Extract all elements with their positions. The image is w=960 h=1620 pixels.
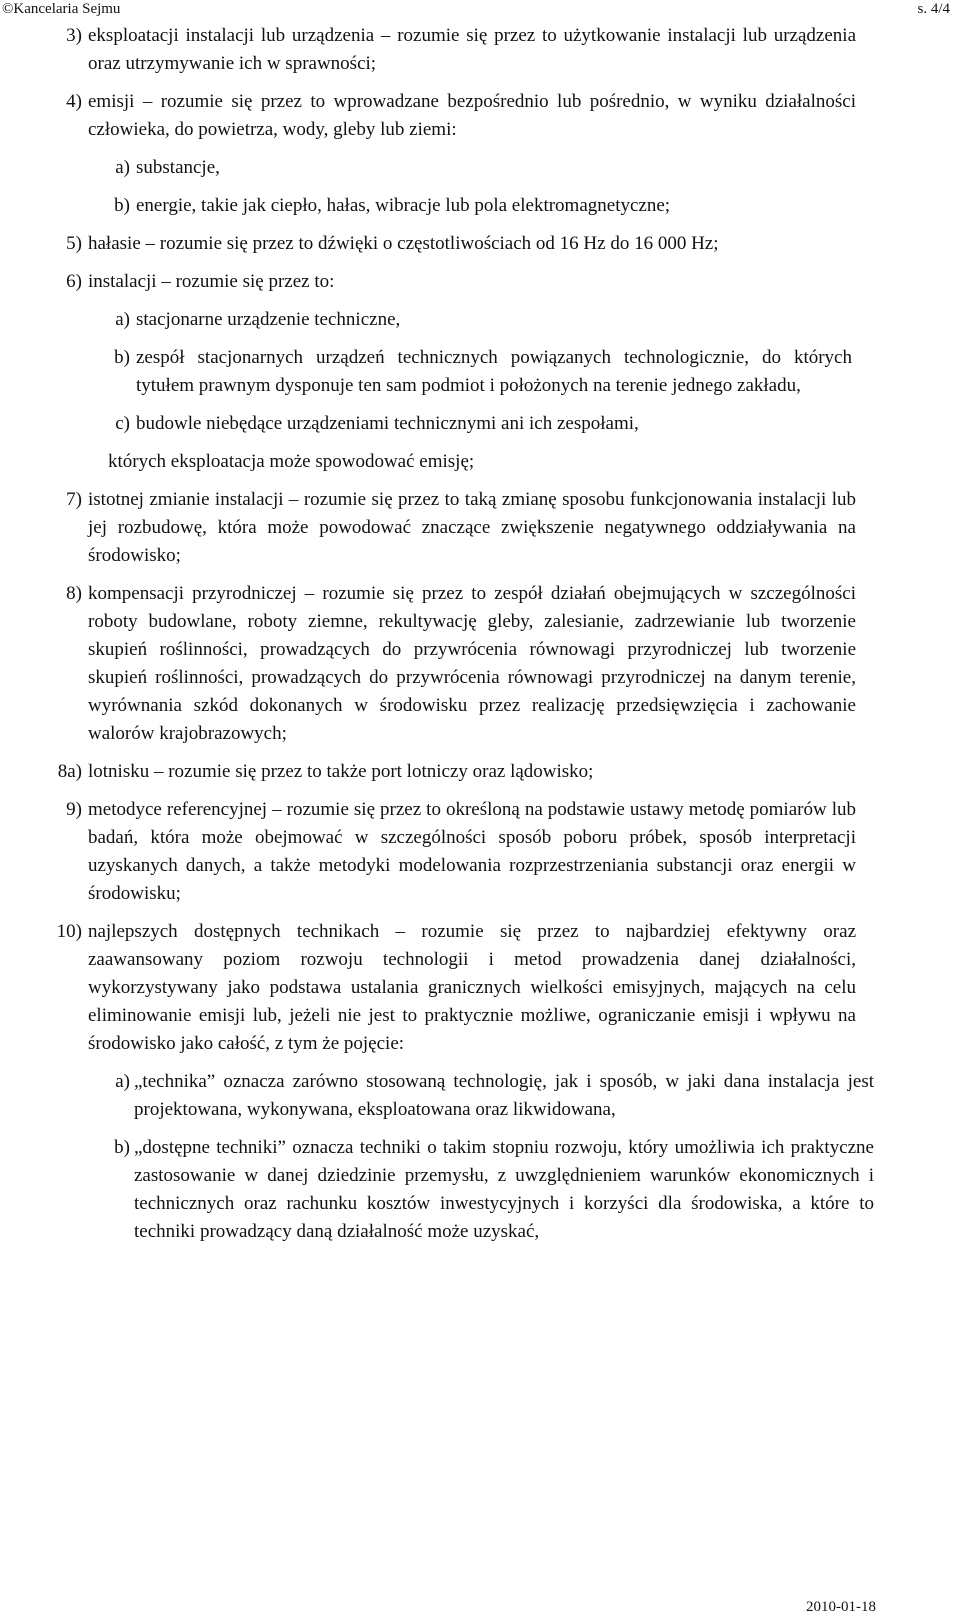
item-text: eksploatacji instalacji lub urządzenia – rozumie się przez to użytkowanie instalacji lub urządzenia oraz utrzymywanie ich w sprawności; xyxy=(88,25,856,74)
item-text: metodyce referencyjnej – rozumie się przez to określoną na podstawie ustawy metodę pomiarów lub badań, która może obejmować w szczególności sposób poboru próbek, sposób interpretacji uzyskanych danych, a także metodyki modelowania rozprzestrzeniania substancji oraz energii w środowisku; xyxy=(88,799,856,904)
item-number: 6) xyxy=(66,271,82,292)
item-text: hałasie – rozumie się przez to dźwięki o częstotliwościach od 16 Hz do 16 000 Hz; xyxy=(88,233,719,254)
sub-item xyxy=(0,306,852,334)
item-number: 8) xyxy=(66,583,82,604)
sub-item-letter: a) xyxy=(115,157,130,178)
sub-item-letter: a) xyxy=(115,309,130,330)
sub-item-text: zespół stacjonarnych urządzeń technicznych powiązanych technologicznie, do których tytułem prawnym dysponuje ten sam podmiot i położonych na terenie jednego zakładu, xyxy=(136,347,852,396)
sub-item xyxy=(0,410,852,438)
item-number: 8a) xyxy=(57,761,82,782)
item-number: 10) xyxy=(56,921,82,942)
sub-item-text: energie, takie jak ciepło, hałas, wibracje lub pola elektromagnetyczne; xyxy=(136,195,671,216)
definition-item xyxy=(0,22,856,78)
sub-item xyxy=(0,1134,874,1246)
definition-item xyxy=(0,88,856,144)
sub-item-letter: a) xyxy=(115,1071,130,1092)
definition-item xyxy=(0,758,856,786)
sub-item-letter: c) xyxy=(115,413,130,434)
sub-item xyxy=(0,192,852,220)
sub-item-text: stacjonarne urządzenie techniczne, xyxy=(136,309,401,330)
definition-item xyxy=(0,486,856,570)
item-text: kompensacji przyrodniczej – rozumie się przez to zespół działań obejmujących w szczególności roboty budowlane, roboty ziemne, rekultywację gleby, zalesianie, zadrzewianie lub tworzenie skupień roślinności, prowadzących do przywrócenia równowagi przyrodniczej lub tworzenie skupień roślinności, prowadzących do przywrócenia równowagi przyrodniczej na danym terenie, wyrównania szkód dokonanych w środowisku przez realizację przedsięwzięcia i zachowanie walorów krajobrazowych; xyxy=(88,583,856,744)
sub-item xyxy=(0,154,852,182)
sub-item-text: „dostępne techniki” oznacza techniki o takim stopniu rozwoju, który umożliwia ich praktyczne zastosowanie w danej dziedzinie przemysłu, z uwzględnieniem warunków ekonomicznych i technicznych oraz rachunku kosztów inwestycyjnych i korzyści dla środowiska, a które to techniki prowadzący daną działalność może uzyskać, xyxy=(134,1137,874,1242)
document-body xyxy=(0,22,960,1256)
page-number: s. 4/4 xyxy=(917,1,950,17)
publisher-label: ©Kancelaria Sejmu xyxy=(2,1,121,17)
item-number: 7) xyxy=(66,489,82,510)
item-text: istotnej zmianie instalacji – rozumie się przez to taką zmianę sposobu funkcjonowania instalacji lub jej rozbudowę, która może powodować znaczące zwiększenie negatywnego oddziaływania na środowisko; xyxy=(88,489,856,566)
definition-item xyxy=(0,580,856,748)
page-header xyxy=(0,0,960,22)
sub-item-letter: b) xyxy=(114,1137,130,1158)
definition-item xyxy=(0,918,856,1058)
document-date: 2010-01-18 xyxy=(806,1599,876,1615)
item-text: najlepszych dostępnych technikach – rozumie się przez to najbardziej efektywny oraz zaawansowany poziom rozwoju technologii i metod prowadzenia danej działalności, wykorzystywany jako podstawa ustalania granicznych wielkości emisyjnych, mających na celu eliminowanie emisji lub, jeżeli nie jest to praktycznie możliwe, ograniczanie emisji i wpływu na środowisko jako całość, z tym że pojęcie: xyxy=(88,921,856,1054)
sub-item xyxy=(0,1068,874,1124)
sub-item-letter: b) xyxy=(114,347,130,368)
sub-item xyxy=(0,344,852,400)
sub-item-text: „technika” oznacza zarówno stosowaną technologię, jak i sposób, w jaki dana instalacja jest projektowana, wykonywana, eksploatowana oraz likwidowana, xyxy=(134,1071,874,1120)
sub-item-text: budowle niebędące urządzeniami technicznymi ani ich zespołami, xyxy=(136,413,639,434)
continuation-text: których eksploatacja może spowodować emisję; xyxy=(108,451,475,472)
definition-item xyxy=(0,268,856,296)
item-number: 9) xyxy=(66,799,82,820)
item-text: emisji – rozumie się przez to wprowadzane bezpośrednio lub pośrednio, w wyniku działalności człowieka, do powietrza, wody, gleby lub ziemi: xyxy=(88,91,856,140)
item-number: 3) xyxy=(66,25,82,46)
sub-item-letter: b) xyxy=(114,195,130,216)
item-number: 4) xyxy=(66,91,82,112)
sub-item-text: substancje, xyxy=(136,157,220,178)
definition-item xyxy=(0,230,856,258)
item-text: instalacji – rozumie się przez to: xyxy=(88,271,335,292)
definition-item xyxy=(0,796,856,908)
item-number: 5) xyxy=(66,233,82,254)
item-text: lotnisku – rozumie się przez to także port lotniczy oraz lądowisko; xyxy=(88,761,594,782)
